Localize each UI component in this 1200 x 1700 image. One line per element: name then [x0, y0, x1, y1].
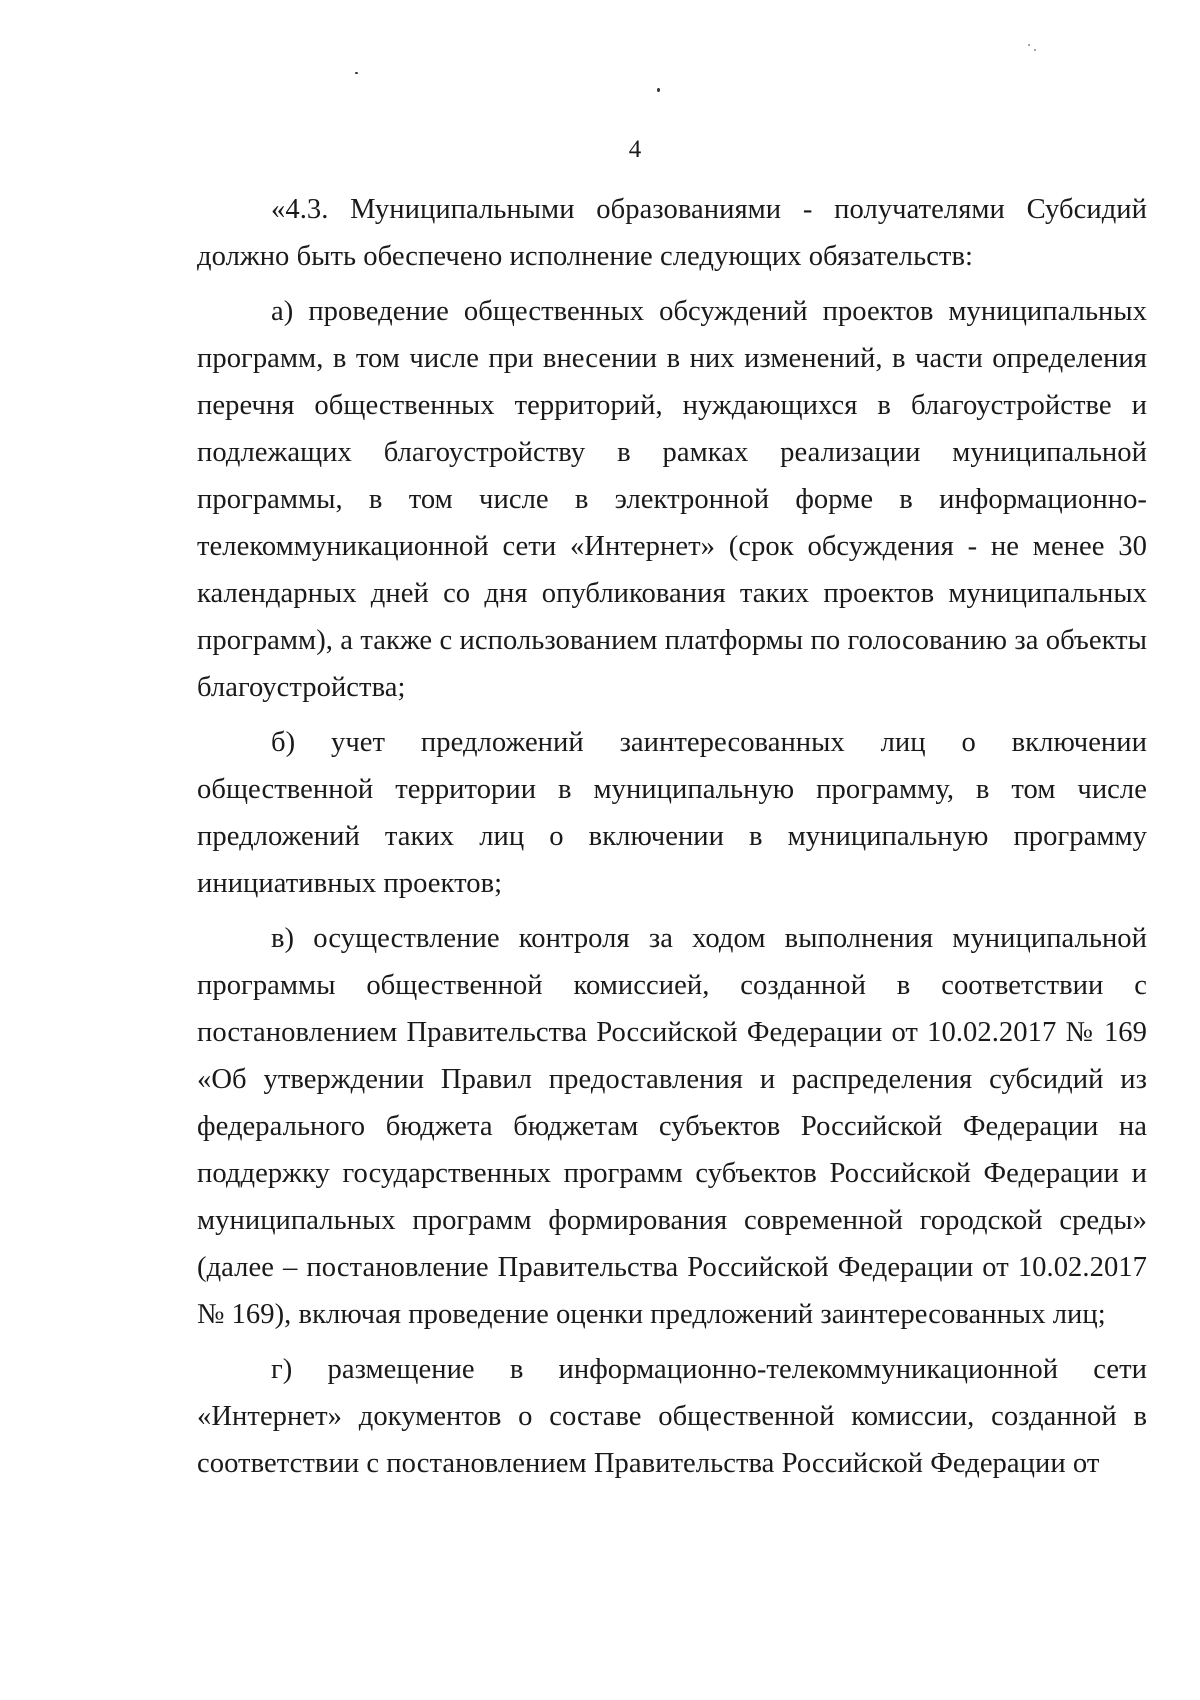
- document-body: [197, 186, 1147, 1487]
- paragraph-item-a: а) проведение общественных обсуждений проектов муниципальных программ, в том числе при внесении в них изменений, в части определения перечня общественных территорий, нуждающихся в благоустройстве и подлежащих благоустройству в рамках реализации муниципальной программы, в том числе в электронной форме в информационно-телекоммуникационной сети «Интернет» (срок обсуждения - не менее 30 календарных дней со дня опубликования таких проектов муниципальных программ), а также с использованием платформы по голосованию за объекты благоустройства;: [197, 296, 1147, 703]
- scan-speck: [355, 72, 358, 74]
- paragraph-item-b: б) учет предложений заинтересованных лиц о включении общественной территории в муниципальную программу, в том числе предложений таких лиц о включении в муниципальную программу инициативных проектов;: [197, 727, 1147, 899]
- paragraph-intro: «4.3. Муниципальными образованиями - получателями Субсидий должно быть обеспечено исполнение следующих обязательств:: [197, 194, 1147, 272]
- scan-speck: [657, 88, 660, 92]
- scan-speck: [1034, 49, 1036, 51]
- scan-speck: [1028, 44, 1030, 46]
- paragraph-item-g: г) размещение в информационно-телекоммуникационной сети «Интернет» документов о составе общественной комиссии, созданной в соответствии с постановлением Правительства Российской Федерации от: [197, 1354, 1147, 1479]
- paragraph-item-v: в) осуществление контроля за ходом выполнения муниципальной программы общественной комиссией, созданной в соответствии с постановлением Правительства Российской Федерации от 10.02.2017 № 169 «Об утверждении Правил предоставления и распределения субсидий из федерального бюджета бюджетам субъектов Российской Федерации на поддержку государственных программ субъектов Российской Федерации и муниципальных программ формирования современной городской среды» (далее – постановление Правительства Российской Федерации от 10.02.2017 № 169), включая проведение оценки предложений заинтересованных лиц;: [197, 923, 1147, 1330]
- page-number-text: 4: [628, 136, 642, 163]
- page-number: [70, 136, 1200, 164]
